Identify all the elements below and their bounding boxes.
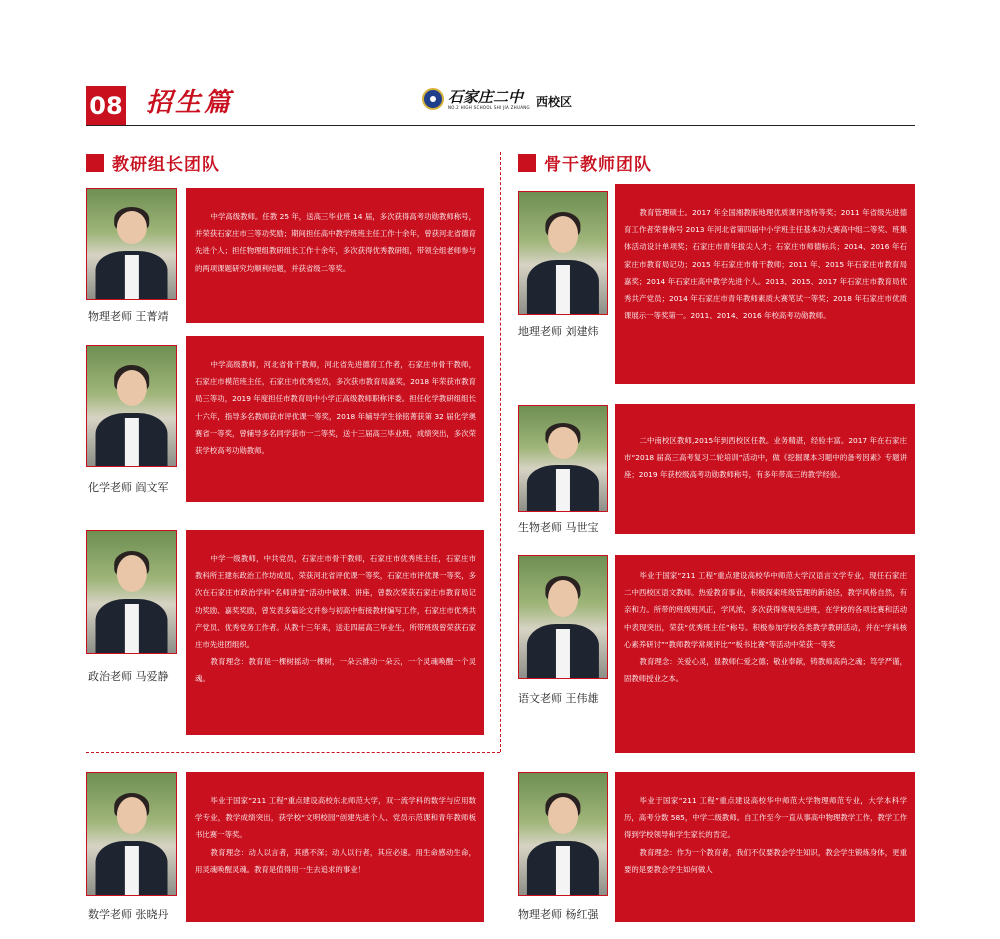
teacher-photo: [518, 772, 608, 896]
teacher-bio: [186, 188, 484, 323]
teacher-caption: 生物老师 马世宝: [518, 521, 599, 534]
teacher-caption: 数学老师 张晓丹: [88, 908, 169, 921]
bio-paragraph: 毕业于国家“211 工程”重点建设高校华中师范大学物理师范专业，大学本科学历，高考分数 585，中学二级教师。自工作至今一直从事高中物理教学工作，教学工作得到学校领导和学生家长的肯定。: [624, 796, 907, 840]
bio-paragraph: 教育理念：作为一个教育者，我们不仅要教会学生知识，教会学生锻炼身体，更重要的是要教会学生如何做人: [624, 847, 907, 874]
person-head: [548, 797, 578, 834]
school-logo: [422, 88, 572, 110]
person-head: [116, 797, 146, 834]
teacher-caption: 化学老师 阎文军: [88, 481, 169, 494]
bio-paragraph: 教育管理硕士。2017 年全国湘教版地理优质课评选特等奖；2011 年省级先进德育工作者荣誉称号 2013 年河北省第四届中小学班主任基本功大赛高中组二等奖、班集体活动设计单项奖；石家庄市青年拔尖人才；石家庄市师德标兵；2014、2016 年石家庄市教育局记功；2015 年石家庄市骨干教师；2011 年、2015 年石家庄市教育局嘉奖；2014 年石家庄高中教学先进个人。2013、2015、2017 年石家庄市教育局优秀共产党员；2014 年石家庄市青年教师素质大赛笔试一等奖；2018 年石家庄市优质课展示一等奖第一。2011、2014、2016 年校高考功勋教师。: [624, 208, 907, 321]
teacher-photo: [518, 555, 608, 679]
person-shirt: [124, 604, 138, 653]
teacher-caption: 语文老师 王伟雄: [518, 692, 599, 705]
teacher-bio: [186, 530, 484, 735]
bio-paragraph: 中学高级教师，河北省骨干教师，河北省先进德育工作者，石家庄市骨干教师，石家庄市模范班主任，石家庄市优秀党员，多次获市教育局嘉奖，2018 年荣获市教育局三等功，2019 年度担任市教育局中小学正高级教师职称评委。担任化学教研组组长十六年，指导多名教师获市评优课一等奖，2018 年辅导学生徐铭菁获第 32 届化学奥赛省一等奖，曾辅导多名同学获市一二等奖，送十三届高三毕业班，成绩突出，多次荣获学校高考功勋教师。: [195, 360, 476, 456]
person-shirt: [556, 469, 570, 511]
person-shirt: [124, 255, 138, 299]
page-title: 招生篇: [146, 88, 234, 118]
person-head: [548, 427, 578, 459]
section-square-icon: [518, 154, 536, 172]
section-heading-left: [86, 150, 220, 175]
teacher-bio: [186, 336, 484, 502]
bio-paragraph: 教育理念：教育是一棵树摇动一棵树，一朵云推动一朵云，一个灵魂唤醒一个灵魂。: [195, 657, 476, 684]
horizontal-divider: [86, 752, 500, 753]
teacher-caption: 物理老师 杨红强: [518, 908, 599, 921]
teacher-photo: [86, 345, 177, 467]
logo-english-name: NO.2 HIGH SCHOOL SHI JIA ZHUANG: [448, 105, 530, 110]
bio-paragraph: 教育理念：关爱心灵，显教师仁爱之德；敬业奉献，铸教师高尚之魂；笃学严谨，固教师授业之本。: [624, 657, 907, 684]
teacher-photo: [86, 772, 177, 896]
section-title: 教研组长团队: [112, 155, 220, 175]
teacher-photo: [518, 405, 608, 512]
person-shirt: [124, 846, 138, 895]
person-head: [116, 370, 146, 406]
logo-campus: 西校区: [535, 95, 572, 109]
teacher-caption: 物理老师 王菁靖: [88, 310, 169, 323]
person-shirt: [556, 629, 570, 678]
teacher-photo: [518, 191, 608, 315]
person-head: [116, 211, 146, 244]
teacher-photo: [86, 530, 177, 654]
bio-paragraph: 教育理念：动人以言者，其感不深；动人以行者，其应必速。用生命感动生命，用灵魂唤醒灵魂。教育是值得用一生去追求的事业！: [195, 847, 476, 874]
logo-chinese-name: 石家庄二中: [448, 88, 524, 106]
person-shirt: [556, 265, 570, 314]
bio-paragraph: 毕业于国家“211 工程”重点建设高校东北师范大学，双一流学科的数学与应用数学专业，教学成绩突出，获学校“文明校园”创建先进个人、党员示范课和青年教师板书比赛一等奖。: [195, 796, 476, 840]
teacher-caption: 政治老师 马爱静: [88, 670, 169, 683]
logo-text: [448, 89, 530, 110]
bio-paragraph: 中学高级教师。任教 25 年，送高三毕业班 14 届，多次获得高考功勋教师称号，并荣获石家庄市三等功奖励；期间担任高中教学班班主任工作十余年，曾获河北省德育先进个人；担任物理组教研组长工作十余年，多次获得优秀教研组，带领全组老师参与的两项课题研究均顺利结题，并获省级二等奖。: [195, 212, 476, 273]
teacher-bio: [615, 772, 915, 922]
page-number: 08: [86, 86, 126, 126]
vertical-divider: [500, 152, 501, 752]
person-shirt: [124, 418, 138, 466]
person-shirt: [556, 846, 570, 895]
person-head: [116, 555, 146, 592]
teacher-bio: [186, 772, 484, 922]
person-head: [548, 580, 578, 617]
teacher-photo: [86, 188, 177, 300]
bio-paragraph: 中学一级教师，中共党员，石家庄市骨干教师，石家庄市优秀班主任，石家庄市教科所王建东政治工作坊成员，荣获河北省评优课一等奖，石家庄市评优课一等奖，多次在石家庄市政治学科“名师讲堂”活动中做课、讲座，曾数次荣获石家庄市教育局记功奖励、嘉奖奖励，曾发表多篇论文并参与初高中衔接教材编写工作，石家庄市优秀共产党员、优秀党务工作者。从教十三年来，送走四届高三毕业生，所带班级曾荣获石家庄市先进团组织。: [195, 554, 476, 650]
section-heading-right: [518, 150, 652, 175]
teacher-bio: [615, 184, 915, 384]
person-head: [548, 216, 578, 253]
school-emblem-icon: [422, 88, 444, 110]
bio-paragraph: 毕业于国家“211 工程”重点建设高校华中师范大学汉语言文学专业，现任石家庄二中西校区语文教师。热爱教育事业，积极探索班级管理的新途径，教学风格自然，有亲和力。所带的班级班风正，学风浓，多次获得常规先进班，在学校的各项比赛和活动中表现突出，荣获“优秀班主任”称号。积极参加学校各类教学教研活动，并在“学科核心素养研讨”“教师教学常规评比”“板书比赛”等活动中荣获一等奖: [624, 571, 907, 649]
header-rule: [86, 125, 915, 126]
section-title: 骨干教师团队: [544, 155, 652, 175]
teacher-bio: [615, 404, 915, 534]
bio-paragraph: 二中南校区教师,2015年到西校区任教。业务精湛，经验丰富。2017 年在石家庄市“2018 届高三高考复习二轮培训”活动中，做《挖掘课本习题中的备考因素》专题讲座；2019 年获校级高考功勋教师称号，有多年带高三的教学经验。: [624, 436, 907, 480]
teacher-bio: [615, 555, 915, 753]
section-square-icon: [86, 154, 104, 172]
teacher-caption: 地理老师 刘建炜: [518, 325, 599, 338]
